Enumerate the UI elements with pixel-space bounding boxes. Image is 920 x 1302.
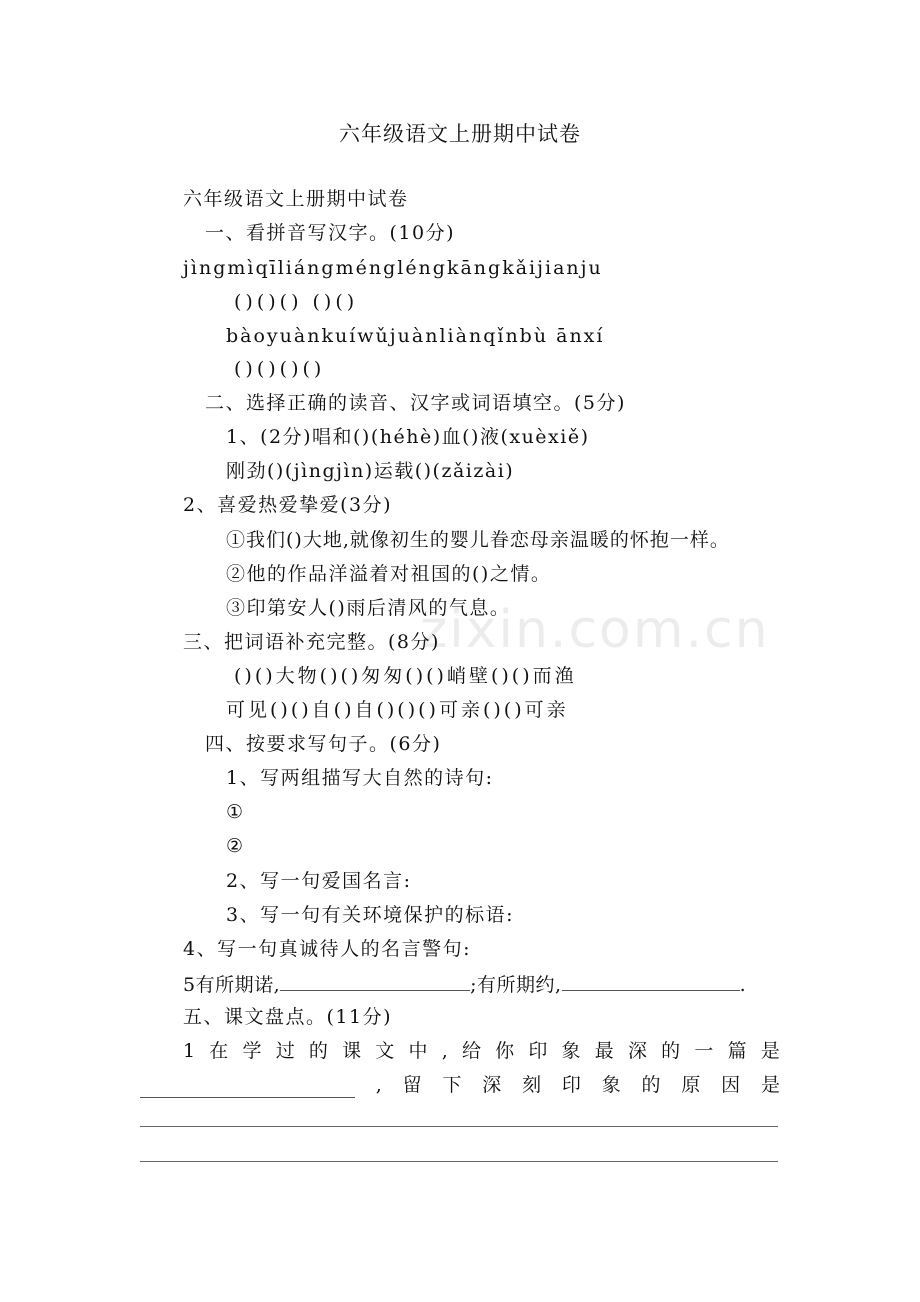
page-title: 六年级语文上册期中试卷 (339, 122, 581, 146)
justified-char: 过 (275, 1040, 295, 1062)
question-4-5-end: . (739, 974, 747, 996)
section-2-heading: 二、选择正确的读音、汉字或词语填空。(5分) (205, 392, 626, 414)
justified-char: 下 (442, 1074, 462, 1096)
justified-char: 刻 (522, 1074, 542, 1096)
justified-char: 深 (627, 1040, 647, 1062)
answer-blank-4-5b[interactable] (562, 970, 740, 991)
justified-char: , (441, 1040, 448, 1062)
justified-char: 学 (242, 1040, 262, 1062)
watermark: zixin.com.cn (420, 600, 770, 660)
justified-char: 中 (408, 1040, 428, 1062)
justified-char: 是 (760, 1074, 780, 1096)
justified-char: 的 (308, 1040, 328, 1062)
justified-char: 象 (601, 1074, 621, 1096)
answer-line-5-1c[interactable] (140, 1161, 778, 1162)
answer-line-5-1b[interactable] (140, 1126, 778, 1127)
justified-char: 的 (661, 1040, 681, 1062)
idiom-row-2: 可见()()自()自()()()可亲()()可亲 (226, 699, 569, 721)
justified-char: 印 (561, 1074, 581, 1096)
justified-char: 原 (681, 1074, 701, 1096)
question-2-2: 2、喜爱热爱挚爱(3分) (183, 494, 393, 516)
question-2-2-item-2: ②他的作品洋溢着对祖国的()之情。 (226, 563, 552, 585)
section-3-heading: 三、把词语补充完整。(8分) (183, 631, 440, 653)
question-2-2-item-3: ③印第安人()雨后清风的气息。 (226, 597, 511, 619)
answer-blank-5-1a[interactable] (140, 1077, 355, 1098)
justified-char: 1 (183, 1040, 196, 1062)
document-subtitle: 六年级语文上册期中试卷 (183, 188, 409, 210)
question-2-1a: 1、(2分)唱和()(héhè)血()液(xuèxiě) (226, 426, 590, 448)
justified-char: 你 (495, 1040, 515, 1062)
justified-char: 在 (209, 1040, 229, 1062)
justified-char: 文 (375, 1040, 395, 1062)
question-4-5-prefix: 5有所期诺, (183, 974, 281, 996)
question-5-1-line (183, 1038, 780, 1064)
pinyin-row-2: bàoyuànkuíwǔjuànliànqǐnbù ānxí (226, 325, 605, 347)
question-4-2: 2、写一句爱国名言: (226, 870, 412, 892)
answer-blank-4-5a[interactable] (280, 970, 470, 991)
answer-blanks-row-2[interactable]: ()()()() (234, 358, 326, 380)
justified-char: 象 (561, 1040, 581, 1062)
justified-char: 的 (641, 1074, 661, 1096)
answer-marker-1: ① (226, 801, 245, 823)
question-4-3: 3、写一句有关环境保护的标语: (226, 904, 514, 926)
justified-char: 印 (528, 1040, 548, 1062)
justified-char: 是 (760, 1040, 780, 1062)
justified-char: 课 (342, 1040, 362, 1062)
justified-char: 给 (461, 1040, 481, 1062)
question-4-4: 4、写一句真诚待人的名言警句: (183, 938, 471, 960)
question-4-5-middle: ;有所期约, (470, 974, 562, 996)
question-4-1: 1、写两组描写大自然的诗句: (226, 767, 494, 789)
idiom-row-1: ()()大物()()匆匆()()峭壁()()而渔 (234, 665, 577, 687)
question-2-2-item-1: ①我们()大地,就像初生的婴儿眷恋母亲温暖的怀抱一样。 (226, 529, 730, 551)
justified-char: , (375, 1074, 382, 1096)
justified-char: 留 (402, 1074, 422, 1096)
pinyin-row-1: jìngmìqīliángméngléngkāngkǎijianju (183, 257, 603, 279)
section-1-heading: 一、看拼音写汉字。(10分) (205, 222, 456, 244)
justified-char: 因 (721, 1074, 741, 1096)
answer-marker-2: ② (226, 835, 245, 857)
justified-char: 深 (482, 1074, 502, 1096)
justified-char: 一 (694, 1040, 714, 1062)
answer-blanks-row-1[interactable]: ()()() ()() (234, 291, 359, 313)
question-2-1b: 刚劲()(jìngjìn)运载()(zǎizài) (226, 460, 515, 482)
question-5-1-line-2 (140, 1072, 780, 1098)
justified-char: 篇 (727, 1040, 747, 1062)
section-4-heading: 四、按要求写句子。(6分) (205, 733, 442, 755)
justified-char: 最 (594, 1040, 614, 1062)
question-4-5 (183, 970, 746, 998)
section-5-heading: 五、课文盘点。(11分) (183, 1006, 393, 1028)
